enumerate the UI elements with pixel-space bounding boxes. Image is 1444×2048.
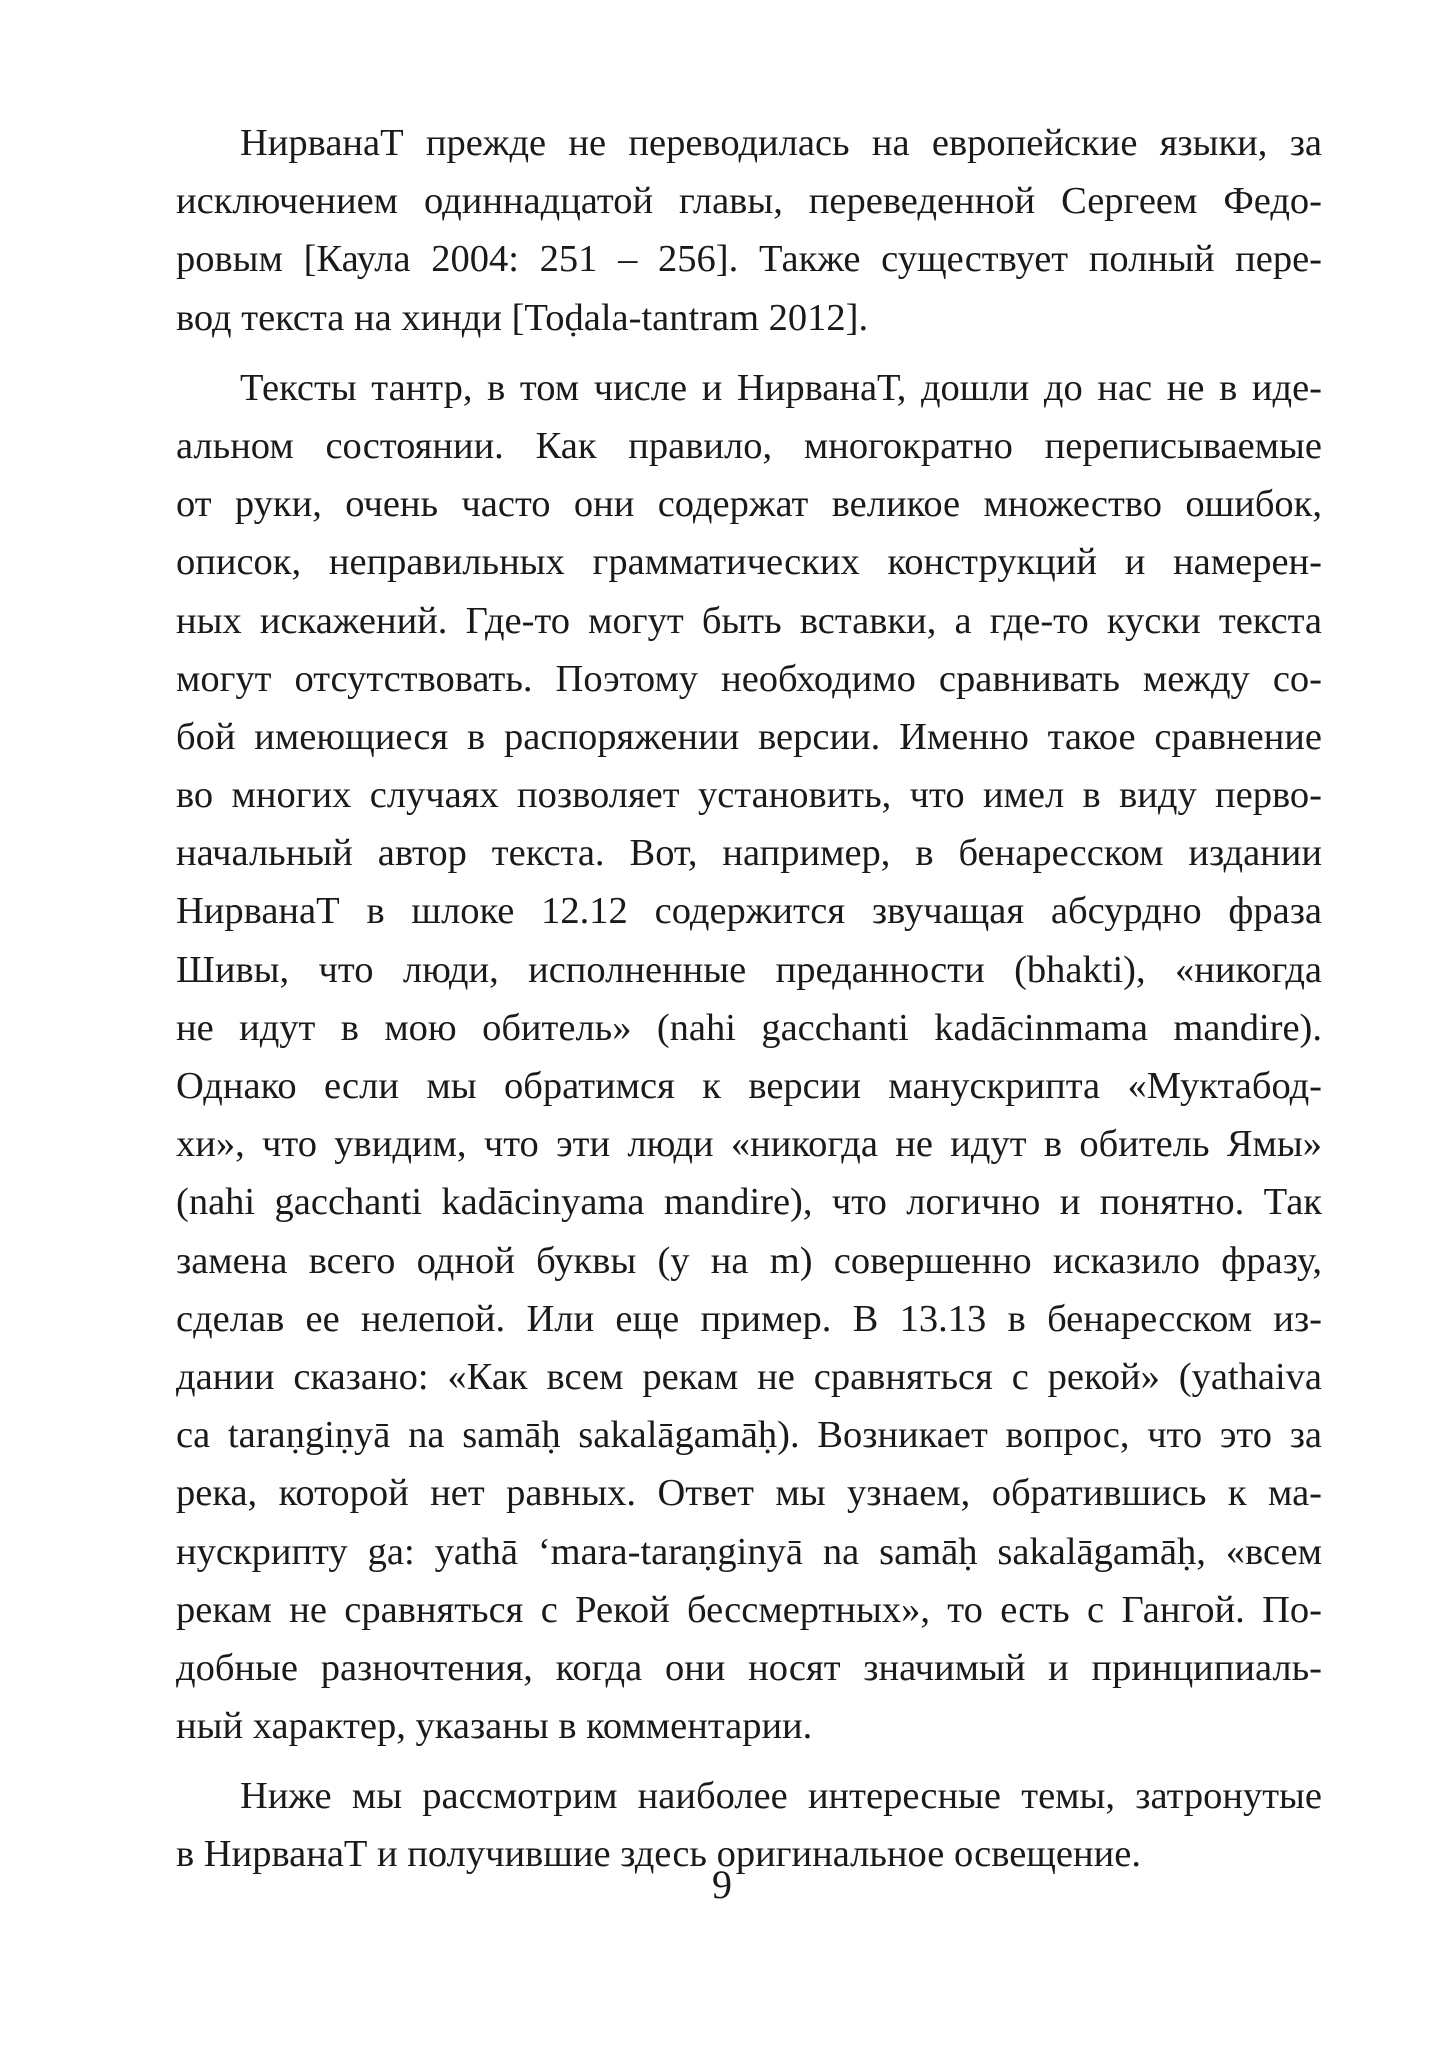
text-line: дании сказано: «Как всем рекам не сравняться с рекой» (yathaiva bbox=[176, 1355, 1322, 1398]
text-line: могут отсутствовать. Поэтому необходимо сравнивать между со- bbox=[176, 657, 1322, 700]
text-line: исключением одиннадцатой главы, переведенной Сергеем Федо- bbox=[176, 180, 1322, 223]
paragraph-gap bbox=[176, 1755, 1322, 1767]
text-line: НирванаТ прежде не переводилась на европейские языки, за bbox=[240, 122, 1322, 164]
text-line: ровым [Каула 2004: 251 – 256]. Также существует полный пере- bbox=[176, 238, 1322, 281]
text-line: река, которой нет равных. Ответ мы узнаем, обратившись к ма- bbox=[176, 1472, 1322, 1515]
text-line: альном состоянии. Как правило, многократно переписываемые bbox=[176, 424, 1322, 467]
text-line: НирванаТ в шлоке 12.12 содержится звучащая абсурдно фраза bbox=[176, 890, 1322, 933]
text-line: хи», что увидим, что эти люди «никогда не идут в обитель Ямы» bbox=[176, 1123, 1322, 1166]
text-line: Однако если мы обратимся к версии манускрипта «Муктабод- bbox=[176, 1065, 1322, 1107]
text-line: Шивы, что люди, исполненные преданности (bhakti), «никогда bbox=[176, 948, 1322, 991]
page-body bbox=[176, 114, 1322, 1884]
text-line: описок, неправильных грамматических конструкций и намерен- bbox=[176, 541, 1322, 584]
text-line: вод текста на хинди [Toḍala-tantram 2012]. bbox=[176, 296, 869, 339]
text-line: во многих случаях позволяет установить, что имел в виду перво- bbox=[176, 774, 1322, 817]
text-line: добные разночтения, когда они носят значимый и принципиаль- bbox=[176, 1646, 1322, 1689]
text-line: замена всего одной буквы (y на m) совершенно исказило фразу, bbox=[176, 1239, 1322, 1282]
text-line: не идут в мою обитель» (nahi gacchanti kadācinmama mandire). bbox=[176, 1006, 1322, 1049]
paragraph-2 bbox=[176, 359, 1322, 1756]
text-line: от руки, очень часто они содержат великое множество ошибок, bbox=[176, 483, 1322, 526]
text-line: ных искажений. Где-то могут быть вставки, а где-то куски текста bbox=[176, 599, 1322, 642]
page-number: 9 bbox=[712, 1862, 732, 1907]
text-line: рекам не сравняться с Рекой бессмертных», то есть с Гангой. По- bbox=[176, 1588, 1322, 1631]
text-line: начальный автор текста. Вот, например, в бенаресском издании bbox=[176, 832, 1322, 875]
text-line: ca taraṇgiṇyā na samāḥ sakalāgamāḥ). Возникает вопрос, что это за bbox=[176, 1414, 1322, 1457]
text-line: ный характер, указаны в комментарии. bbox=[176, 1705, 813, 1748]
paragraph-gap bbox=[176, 347, 1322, 359]
text-line: Тексты тантр, в том числе и НирванаТ, дошли до нас не в иде- bbox=[240, 366, 1322, 409]
text-line: в НирванаТ и получившие здесь оригинальное освещение. bbox=[176, 1833, 1141, 1876]
text-line: сделав ее нелепой. Или еще пример. В 13.13 в бенаресском из- bbox=[176, 1297, 1322, 1340]
text-line: Ниже мы рассмотрим наиболее интересные темы, затронутые bbox=[240, 1775, 1322, 1818]
text-line: нускрипту ga: yathā ‘mara-taraṇginyā na samāḥ sakalāgamāḥ, «всем bbox=[176, 1530, 1322, 1573]
paragraph-1 bbox=[176, 114, 1322, 347]
text-line: (nahi gacchanti kadācinyama mandire), что логично и понятно. Так bbox=[176, 1181, 1322, 1224]
text-line: бой имеющиеся в распоряжении версии. Именно такое сравнение bbox=[176, 715, 1322, 758]
